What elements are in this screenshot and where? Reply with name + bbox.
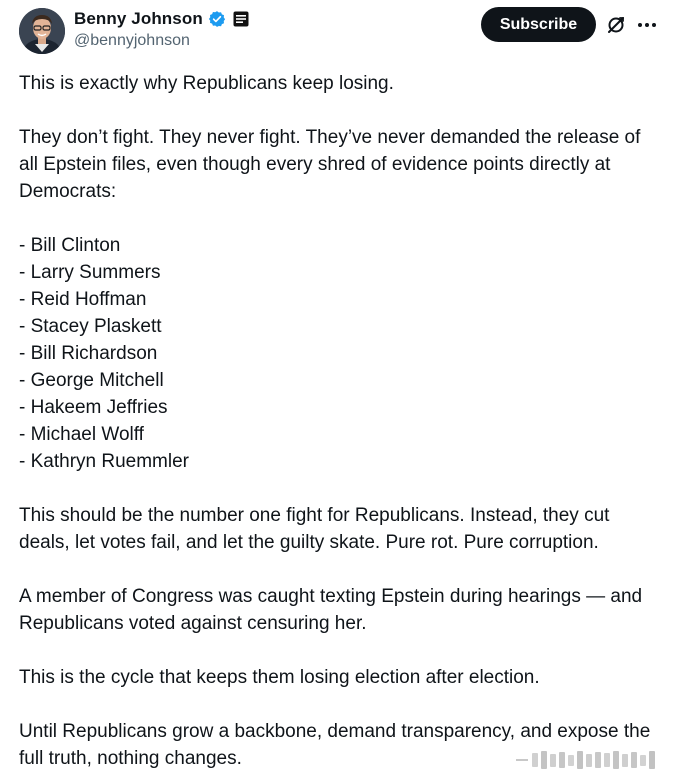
list-item: - Reid Hoffman: [19, 289, 147, 310]
list-item: - Bill Clinton: [19, 235, 121, 256]
author-display-name[interactable]: Benny Johnson: [74, 9, 203, 28]
more-options-icon[interactable]: [636, 14, 658, 36]
subscribe-button[interactable]: Subscribe: [481, 7, 596, 42]
list-item: - Bill Richardson: [19, 343, 158, 364]
author-handle[interactable]: @bennyjohnson: [74, 32, 190, 49]
list-item: - Larry Summers: [19, 262, 161, 283]
post-text: [19, 70, 664, 772]
post-header: [0, 0, 680, 62]
post-paragraph-2: They don’t fight. They never fight. They’ve never demanded the release of all Epstein files, even though every shred of evidence points directly at Democrats:: [19, 127, 641, 202]
avatar[interactable]: [19, 8, 65, 54]
verified-badge-icon[interactable]: [208, 10, 226, 28]
affiliate-badge-icon[interactable]: [233, 11, 249, 27]
post-paragraph-1: This is exactly why Republicans keep losing.: [19, 73, 394, 94]
list-item: - Kathryn Ruemmler: [19, 451, 189, 472]
paragraph-spacer: [19, 637, 664, 664]
paragraph-spacer: [19, 97, 664, 124]
avatar-photo: [19, 8, 65, 54]
paragraph-spacer: [19, 556, 664, 583]
paragraph-spacer: [19, 691, 664, 718]
list-item: - Michael Wolff: [19, 424, 144, 445]
names-list: [19, 232, 664, 475]
post-paragraph-3: This should be the number one fight for Republicans. Instead, they cut deals, let votes fail, and let the guilty skate. Pure rot. Pure corruption.: [19, 505, 610, 553]
list-item: - George Mitchell: [19, 370, 164, 391]
watermark-icon: [516, 748, 666, 772]
post-paragraph-5: This is the cycle that keeps them losing election after election.: [19, 667, 540, 688]
post-paragraph-6: Until Republicans grow a backbone, demand transparency, and expose the full truth, nothing changes.: [19, 721, 651, 769]
author-name-row: [74, 8, 249, 30]
paragraph-spacer: [19, 475, 664, 502]
grok-icon[interactable]: [605, 14, 627, 36]
paragraph-spacer: [19, 205, 664, 232]
list-item: - Hakeem Jeffries: [19, 397, 168, 418]
list-item: - Stacey Plaskett: [19, 316, 162, 337]
post-paragraph-4: A member of Congress was caught texting Epstein during hearings — and Republicans voted against censuring her.: [19, 586, 643, 634]
